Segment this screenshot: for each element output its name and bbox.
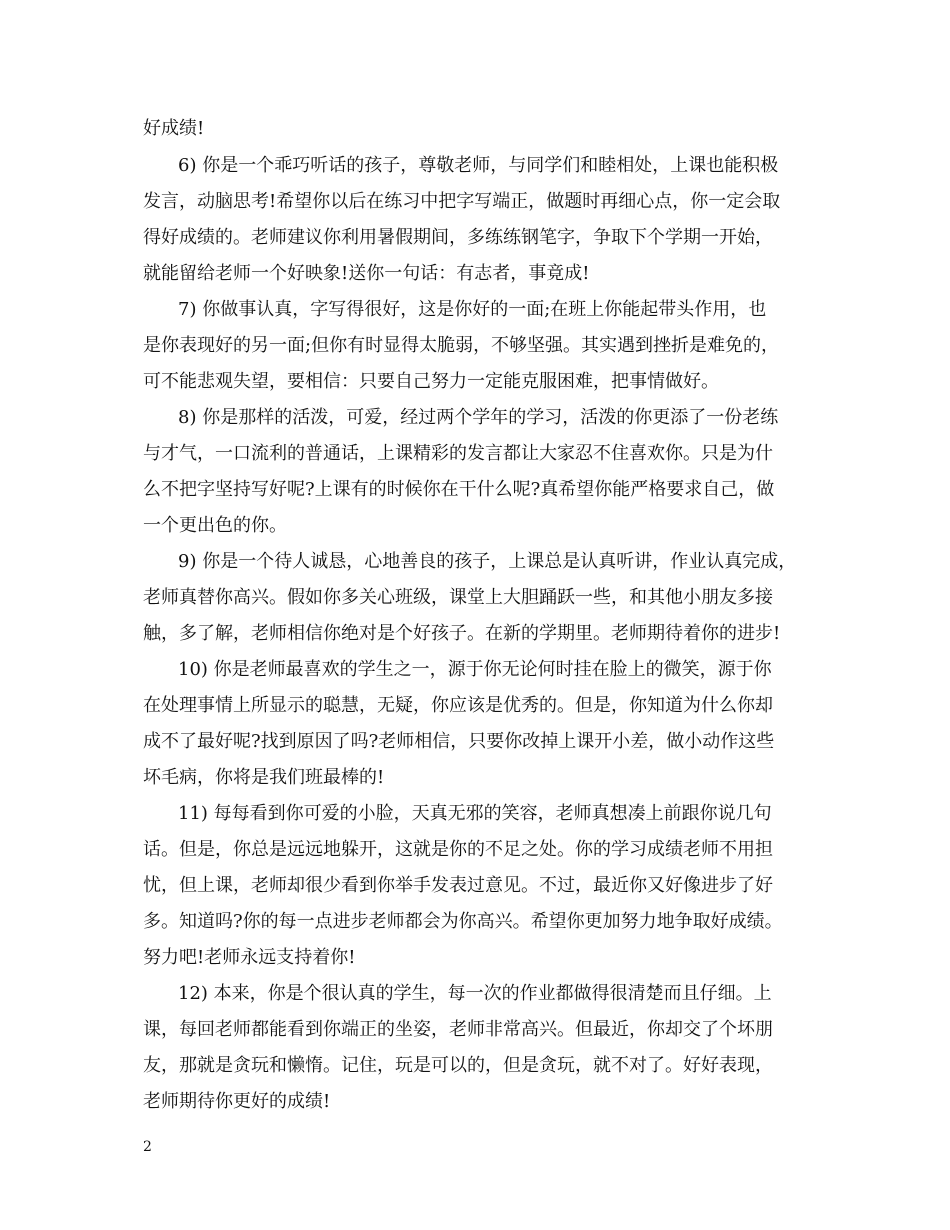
text-line: 发言，动脑思考!希望你以后在练习中把字写端正，做题时再细心点，你一定会取 (143, 191, 781, 212)
text-line: 6) 你是一个乖巧听话的孩子，尊敬老师，与同学们和睦相处，上课也能积极 (178, 155, 779, 176)
text-line: 8) 你是那样的活泼，可爱，经过两个学年的学习，活泼的你更添了一份老练 (178, 407, 779, 428)
text-line: 是你表现好的另一面;但你有时显得太脆弱，不够坚强。其实遇到挫折是难免的， (143, 335, 780, 356)
text-line: 可不能悲观失望，要相信：只要自己努力一定能克服困难，把事情做好。 (143, 371, 719, 392)
text-line: 友，那就是贪玩和懒惰。记住，玩是可以的，但是贪玩，就不对了。好好表现， (143, 1055, 773, 1076)
text-line: 12) 本来，你是个很认真的学生，每一次的作业都做得很清楚而且仔细。上 (178, 983, 772, 1004)
text-line: 老师真替你高兴。假如你多关心班级，课堂上大胆踊跃一些，和其他小朋友多接 (143, 587, 773, 608)
text-line: 么不把字坚持写好呢?上课有的时候你在干什么呢?真希望你能严格要求自己，做 (143, 479, 775, 500)
text-line: 与才气，一口流利的普通话，上课精彩的发言都让大家忍不住喜欢你。只是为什 (143, 443, 773, 464)
text-line: 在处理事情上所显示的聪慧，无疑，你应该是优秀的。但是，你知道为什么你却 (143, 695, 773, 716)
text-line: 一个更出色的你。 (143, 515, 287, 536)
text-line: 忧，但上课，老师却很少看到你举手发表过意见。不过，最近你又好像进步了好 (143, 875, 773, 896)
text-line: 课，每回老师都能看到你端正的坐姿，老师非常高兴。但最近，你却交了个坏朋 (143, 1019, 773, 1040)
text-line: 多。知道吗?你的每一点进步老师都会为你高兴。希望你更加努力地争取好成绩。 (143, 911, 783, 932)
text-line: 老师期待你更好的成绩! (143, 1091, 331, 1112)
text-line: 7) 你做事认真，字写得很好，这是你好的一面;在班上你能起带头作用，也 (178, 299, 767, 320)
text-line: 好成绩! (143, 118, 205, 139)
text-line: 触，多了解，老师相信你绝对是个好孩子。在新的学期里。老师期待着你的进步! (143, 623, 781, 644)
text-line: 就能留给老师一个好映象!送你一句话：有志者，事竟成! (143, 263, 590, 284)
text-line: 坏毛病，你将是我们班最棒的! (143, 767, 385, 788)
text-line: 9) 你是一个待人诚恳，心地善良的孩子，上课总是认真听讲，作业认真完成， (178, 551, 797, 572)
text-line: 努力吧!老师永远支持着你! (143, 947, 356, 968)
text-line: 得好成绩的。老师建议你利用暑假期间，多练练钢笔字，争取下个学期一开始， (143, 227, 773, 248)
page-number: 2 (143, 1139, 152, 1155)
text-line: 成不了最好呢?找到原因了吗?老师相信，只要你改掉上课开小差，做小动作这些 (143, 731, 775, 752)
text-line: 11) 每每看到你可爱的小脸，天真无邪的笑容，老师真想凑上前跟你说几句 (178, 803, 772, 824)
text-line: 话。但是，你总是远远地躲开，这就是你的不足之处。你的学习成绩老师不用担 (143, 839, 773, 860)
text-line: 10) 你是老师最喜欢的学生之一，源于你无论何时挂在脸上的微笑，源于你 (178, 659, 772, 680)
